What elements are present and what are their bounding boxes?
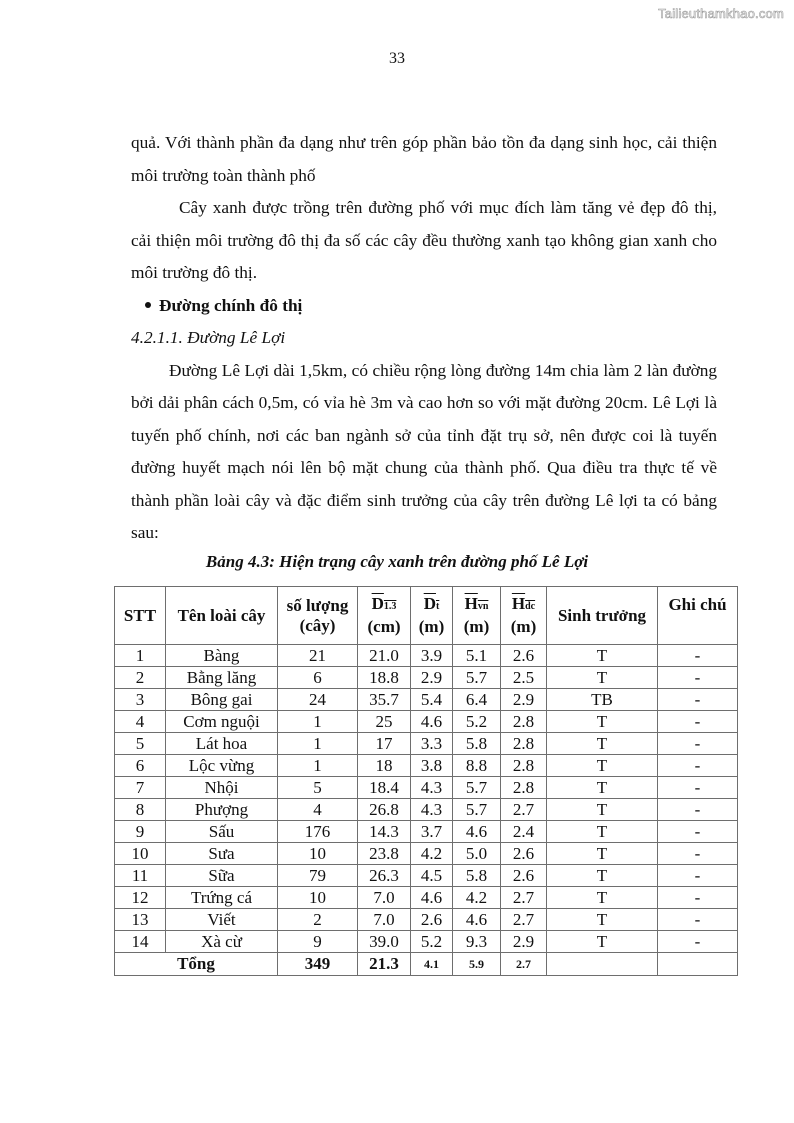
cell-hdc: 2.6 [501, 843, 547, 865]
cell-dt: 4.6 [411, 711, 453, 733]
cell-note: - [658, 733, 738, 755]
cell-count: 2 [278, 909, 358, 931]
cell-count: 9 [278, 931, 358, 953]
cell-name: Cơm nguội [166, 711, 278, 733]
cell-growth: T [547, 667, 658, 689]
cell-d13: 26.8 [358, 799, 411, 821]
cell-growth: T [547, 645, 658, 667]
cell-growth: T [547, 733, 658, 755]
cell-name: Sưa [166, 843, 278, 865]
table-row [115, 865, 738, 887]
cell-stt: 3 [115, 689, 166, 711]
total-note [658, 953, 738, 976]
cell-stt: 2 [115, 667, 166, 689]
cell-d13: 18.8 [358, 667, 411, 689]
cell-dt: 4.2 [411, 843, 453, 865]
total-growth [547, 953, 658, 976]
cell-hdc: 2.6 [501, 645, 547, 667]
table-row [115, 843, 738, 865]
cell-count: 10 [278, 843, 358, 865]
total-label: Tổng [115, 953, 278, 976]
cell-hdc: 2.4 [501, 821, 547, 843]
total-hdc: 2.7 [501, 953, 547, 976]
cell-growth: T [547, 843, 658, 865]
cell-growth: T [547, 887, 658, 909]
total-d13: 21.3 [358, 953, 411, 976]
cell-stt: 4 [115, 711, 166, 733]
table-row [115, 645, 738, 667]
watermark: Tailieuthamkhao.com [658, 6, 784, 21]
cell-note: - [658, 843, 738, 865]
cell-d13: 17 [358, 733, 411, 755]
cell-stt: 13 [115, 909, 166, 931]
table-row [115, 909, 738, 931]
cell-dt: 2.6 [411, 909, 453, 931]
cell-d13: 18.4 [358, 777, 411, 799]
bullet-icon [145, 302, 151, 308]
table-total-row [115, 953, 738, 976]
cell-hdc: 2.5 [501, 667, 547, 689]
cell-count: 21 [278, 645, 358, 667]
cell-count: 4 [278, 799, 358, 821]
table-row [115, 777, 738, 799]
paragraph-3: Đường Lê Lợi dài 1,5km, có chiều rộng lòng đường 14m chia làm 2 làn đường bởi dải phân cách 0,5m, có vỉa hè 3m và cao hơn so với mặt đường 20cm. Lê Lợi là tuyến phố chính, nơi các ban ngành sở của tỉnh đặt trụ sở, nên được coi là tuyến đường huyết mạch nói lên bộ mặt chung của thành phố. Qua điều tra thực tế về thành phần loài cây và đặc điểm sinh trưởng của cây trên đường Lê lợi ta có bảng sau: [131, 360, 717, 542]
cell-d13: 35.7 [358, 689, 411, 711]
cell-hdc: 2.7 [501, 909, 547, 931]
cell-stt: 14 [115, 931, 166, 953]
cell-name: Phượng [166, 799, 278, 821]
header-name: Tên loài cây [166, 587, 278, 645]
cell-stt: 1 [115, 645, 166, 667]
table-caption: Bảng 4.3: Hiện trạng cây xanh trên đường phố Lê Lợi [205, 552, 589, 571]
cell-d13: 7.0 [358, 887, 411, 909]
cell-dt: 4.3 [411, 777, 453, 799]
cell-name: Sấu [166, 821, 278, 843]
cell-hvn: 4.2 [453, 887, 501, 909]
cell-stt: 7 [115, 777, 166, 799]
cell-count: 176 [278, 821, 358, 843]
cell-name: Viết [166, 909, 278, 931]
cell-count: 1 [278, 711, 358, 733]
cell-growth: T [547, 777, 658, 799]
table-row [115, 689, 738, 711]
cell-d13: 21.0 [358, 645, 411, 667]
cell-note: - [658, 755, 738, 777]
cell-hvn: 8.8 [453, 755, 501, 777]
cell-growth: T [547, 931, 658, 953]
header-hvn: Hvn (m) [453, 587, 501, 645]
subsection-title: 4.2.1.1. Đường Lê Lợi [131, 328, 286, 347]
cell-growth: T [547, 821, 658, 843]
cell-note: - [658, 931, 738, 953]
cell-d13: 39.0 [358, 931, 411, 953]
cell-note: - [658, 909, 738, 931]
cell-d13: 18 [358, 755, 411, 777]
cell-d13: 7.0 [358, 909, 411, 931]
table-row [115, 821, 738, 843]
cell-note: - [658, 711, 738, 733]
cell-dt: 5.4 [411, 689, 453, 711]
cell-d13: 14.3 [358, 821, 411, 843]
cell-hdc: 2.7 [501, 887, 547, 909]
cell-dt: 3.7 [411, 821, 453, 843]
cell-growth: T [547, 865, 658, 887]
bullet-heading [131, 290, 717, 323]
cell-d13: 26.3 [358, 865, 411, 887]
cell-count: 1 [278, 733, 358, 755]
cell-dt: 3.9 [411, 645, 453, 667]
cell-hvn: 9.3 [453, 931, 501, 953]
cell-growth: T [547, 799, 658, 821]
cell-hvn: 5.7 [453, 667, 501, 689]
cell-dt: 3.3 [411, 733, 453, 755]
bullet-heading-text: Đường chính đô thị [159, 295, 303, 315]
cell-hdc: 2.7 [501, 799, 547, 821]
cell-name: Bằng lăng [166, 667, 278, 689]
cell-name: Trứng cá [166, 887, 278, 909]
cell-dt: 4.6 [411, 887, 453, 909]
cell-hvn: 5.7 [453, 777, 501, 799]
cell-stt: 12 [115, 887, 166, 909]
header-hdc: Hdc (m) [501, 587, 547, 645]
cell-growth: T [547, 755, 658, 777]
cell-stt: 5 [115, 733, 166, 755]
cell-name: Bàng [166, 645, 278, 667]
cell-name: Lát hoa [166, 733, 278, 755]
header-growth: Sinh trưởng [547, 587, 658, 645]
cell-hvn: 5.0 [453, 843, 501, 865]
header-note: Ghi chú [658, 587, 738, 645]
table-header-row [115, 587, 738, 645]
cell-note: - [658, 865, 738, 887]
cell-count: 5 [278, 777, 358, 799]
cell-count: 24 [278, 689, 358, 711]
cell-hvn: 5.7 [453, 799, 501, 821]
cell-hdc: 2.9 [501, 689, 547, 711]
cell-stt: 11 [115, 865, 166, 887]
cell-note: - [658, 887, 738, 909]
cell-hdc: 2.8 [501, 711, 547, 733]
cell-hvn: 4.6 [453, 909, 501, 931]
cell-d13: 25 [358, 711, 411, 733]
cell-dt: 2.9 [411, 667, 453, 689]
cell-name: Xà cừ [166, 931, 278, 953]
cell-hdc: 2.8 [501, 733, 547, 755]
header-d13: D1.3 (cm) [358, 587, 411, 645]
cell-count: 1 [278, 755, 358, 777]
cell-growth: T [547, 711, 658, 733]
cell-hvn: 4.6 [453, 821, 501, 843]
cell-hvn: 6.4 [453, 689, 501, 711]
total-dt: 4.1 [411, 953, 453, 976]
cell-hdc: 2.8 [501, 777, 547, 799]
cell-hdc: 2.8 [501, 755, 547, 777]
cell-hvn: 5.1 [453, 645, 501, 667]
cell-growth: T [547, 909, 658, 931]
cell-hdc: 2.9 [501, 931, 547, 953]
cell-hvn: 5.2 [453, 711, 501, 733]
cell-hvn: 5.8 [453, 865, 501, 887]
cell-stt: 9 [115, 821, 166, 843]
body-text [131, 127, 717, 550]
page-number: 33 [389, 50, 405, 67]
cell-hvn: 5.8 [453, 733, 501, 755]
paragraph-2: Cây xanh được trồng trên đường phố với mục đích làm tăng vẻ đẹp đô thị, cải thiện môi trường đô thị đa số các cây đều thường xanh tạo không gian xanh cho môi trường đô thị. [131, 198, 717, 282]
cell-note: - [658, 645, 738, 667]
header-stt: STT [115, 587, 166, 645]
cell-name: Nhội [166, 777, 278, 799]
cell-name: Lộc vừng [166, 755, 278, 777]
cell-name: Bông gai [166, 689, 278, 711]
table-row [115, 887, 738, 909]
cell-growth: TB [547, 689, 658, 711]
total-hvn: 5.9 [453, 953, 501, 976]
table-row [115, 755, 738, 777]
cell-stt: 8 [115, 799, 166, 821]
cell-count: 10 [278, 887, 358, 909]
table-row [115, 733, 738, 755]
paragraph-1: quả. Với thành phần đa dạng như trên góp phần bảo tồn đa dạng sinh học, cải thiện môi trường toàn thành phố [131, 133, 717, 185]
cell-note: - [658, 667, 738, 689]
cell-note: - [658, 777, 738, 799]
cell-d13: 23.8 [358, 843, 411, 865]
cell-count: 79 [278, 865, 358, 887]
cell-count: 6 [278, 667, 358, 689]
cell-note: - [658, 821, 738, 843]
cell-dt: 4.3 [411, 799, 453, 821]
cell-dt: 5.2 [411, 931, 453, 953]
cell-hdc: 2.6 [501, 865, 547, 887]
table-row [115, 667, 738, 689]
header-dt: Dt (m) [411, 587, 453, 645]
cell-dt: 3.8 [411, 755, 453, 777]
table-row [115, 711, 738, 733]
cell-stt: 10 [115, 843, 166, 865]
table-row [115, 931, 738, 953]
cell-dt: 4.5 [411, 865, 453, 887]
cell-note: - [658, 799, 738, 821]
cell-note: - [658, 689, 738, 711]
tree-table [114, 586, 738, 976]
cell-stt: 6 [115, 755, 166, 777]
cell-name: Sữa [166, 865, 278, 887]
total-count: 349 [278, 953, 358, 976]
header-count: số lượng (cây) [278, 587, 358, 645]
table-row [115, 799, 738, 821]
